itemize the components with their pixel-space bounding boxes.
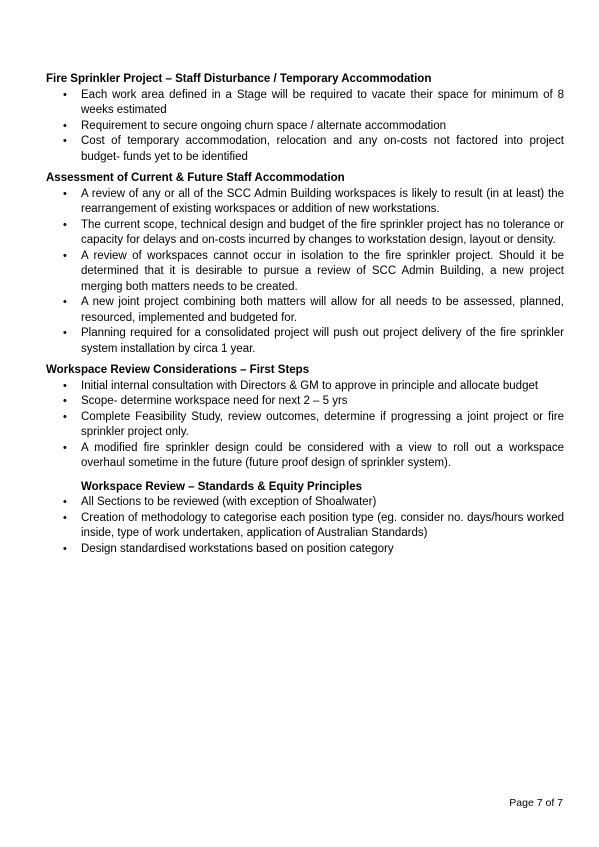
- bullet-icon: •: [63, 88, 67, 101]
- bullet-icon: •: [63, 249, 67, 262]
- bullet-list: [46, 379, 564, 472]
- list-item: [46, 379, 564, 395]
- list-item-text: Complete Feasibility Study, review outcomes, determine if progressing a joint project or fire sprinkler project only.: [81, 410, 564, 438]
- bullet-icon: •: [63, 511, 67, 524]
- list-item-text: Scope- determine workspace need for next 2 – 5 yrs: [81, 395, 348, 407]
- list-item-text: Planning required for a consolidated project will push out project delivery of the fire sprinkler system installation by circa 1 year.: [81, 327, 564, 355]
- list-item: [46, 218, 564, 249]
- list-item-text: A review of workspaces cannot occur in isolation to the fire sprinkler project. Should it be determined that it is desirable to pursue a review of SCC Admin Building, a new project merging both matters needs to be created.: [81, 249, 564, 293]
- bullet-icon: •: [63, 496, 67, 508]
- list-item: [46, 88, 564, 119]
- list-item: [46, 187, 564, 218]
- list-item-text: A review of any or all of the SCC Admin Building workspaces is likely to result (in at least) the rearrangement of existing workspaces or addition of new workstations.: [81, 187, 564, 215]
- list-item-text: A new joint project combining both matters will allow for all needs to be assessed, planned, resourced, implemented and budgeted for.: [81, 296, 564, 324]
- list-item-text: The current scope, technical design and budget of the fire sprinkler project has no tolerance or capacity for delays and on-costs incurred by changes to workstation design, layout or density.: [81, 218, 564, 246]
- list-item: [46, 410, 564, 441]
- list-item-text: Cost of temporary accommodation, relocation and any on-costs not factored into project budget- funds yet to be identified: [81, 135, 564, 163]
- section-heading: Fire Sprinkler Project – Staff Disturbance / Temporary Accommodation: [46, 73, 432, 85]
- bullet-list: [46, 187, 564, 358]
- bullet-icon: •: [63, 542, 67, 555]
- section-heading: Assessment of Current & Future Staff Accommodation: [46, 172, 345, 184]
- list-item: [46, 295, 564, 326]
- section-staff-accommodation-assessment: [46, 171, 564, 357]
- list-item: [46, 394, 564, 410]
- list-item: [46, 326, 564, 357]
- document-body: [46, 72, 564, 563]
- list-item-text: Design standardised workstations based on position category: [81, 542, 394, 555]
- list-item: [46, 542, 564, 558]
- section-fire-sprinkler-disturbance: [46, 72, 564, 165]
- list-item-text: A modified fire sprinkler design could be considered with a view to roll out a workspace overhaul sometime in the future (future proof design of sprinkler system).: [81, 441, 564, 469]
- bullet-icon: •: [63, 327, 67, 339]
- list-item: [46, 511, 564, 542]
- bullet-icon: •: [63, 395, 67, 407]
- section-standards-equity-principles: [46, 480, 564, 558]
- list-item-text: All Sections to be reviewed (with exception of Shoalwater): [81, 496, 377, 508]
- bullet-icon: •: [63, 410, 67, 423]
- list-item-text: Creation of methodology to categorise each position type (eg. consider no. days/hours worked inside, type of work undertaken, application of Australian Standards): [81, 511, 564, 539]
- list-item: [46, 441, 564, 472]
- list-item-text: Each work area defined in a Stage will be required to vacate their space for minimum of 8 weeks estimated: [81, 88, 564, 116]
- section-heading: Workspace Review Considerations – First Steps: [46, 364, 310, 376]
- bullet-list: [46, 495, 564, 557]
- list-item: [46, 495, 564, 511]
- bullet-icon: •: [63, 218, 67, 231]
- bullet-list: [46, 88, 564, 166]
- list-item-text: Initial internal consultation with Directors & GM to approve in principle and allocate budget: [81, 379, 539, 392]
- bullet-icon: •: [63, 187, 67, 200]
- list-item: [46, 249, 564, 296]
- bullet-icon: •: [63, 135, 67, 147]
- section-workspace-review-first-steps: [46, 363, 564, 472]
- bullet-icon: •: [63, 441, 67, 454]
- bullet-icon: •: [63, 296, 67, 308]
- list-item: [46, 119, 564, 135]
- page-number: Page 7 of 7: [509, 797, 563, 809]
- bullet-icon: •: [63, 119, 67, 132]
- section-heading: Workspace Review – Standards & Equity Principles: [81, 480, 362, 493]
- bullet-icon: •: [63, 379, 67, 392]
- list-item-text: Requirement to secure ongoing churn space / alternate accommodation: [81, 119, 447, 132]
- list-item: [46, 134, 564, 165]
